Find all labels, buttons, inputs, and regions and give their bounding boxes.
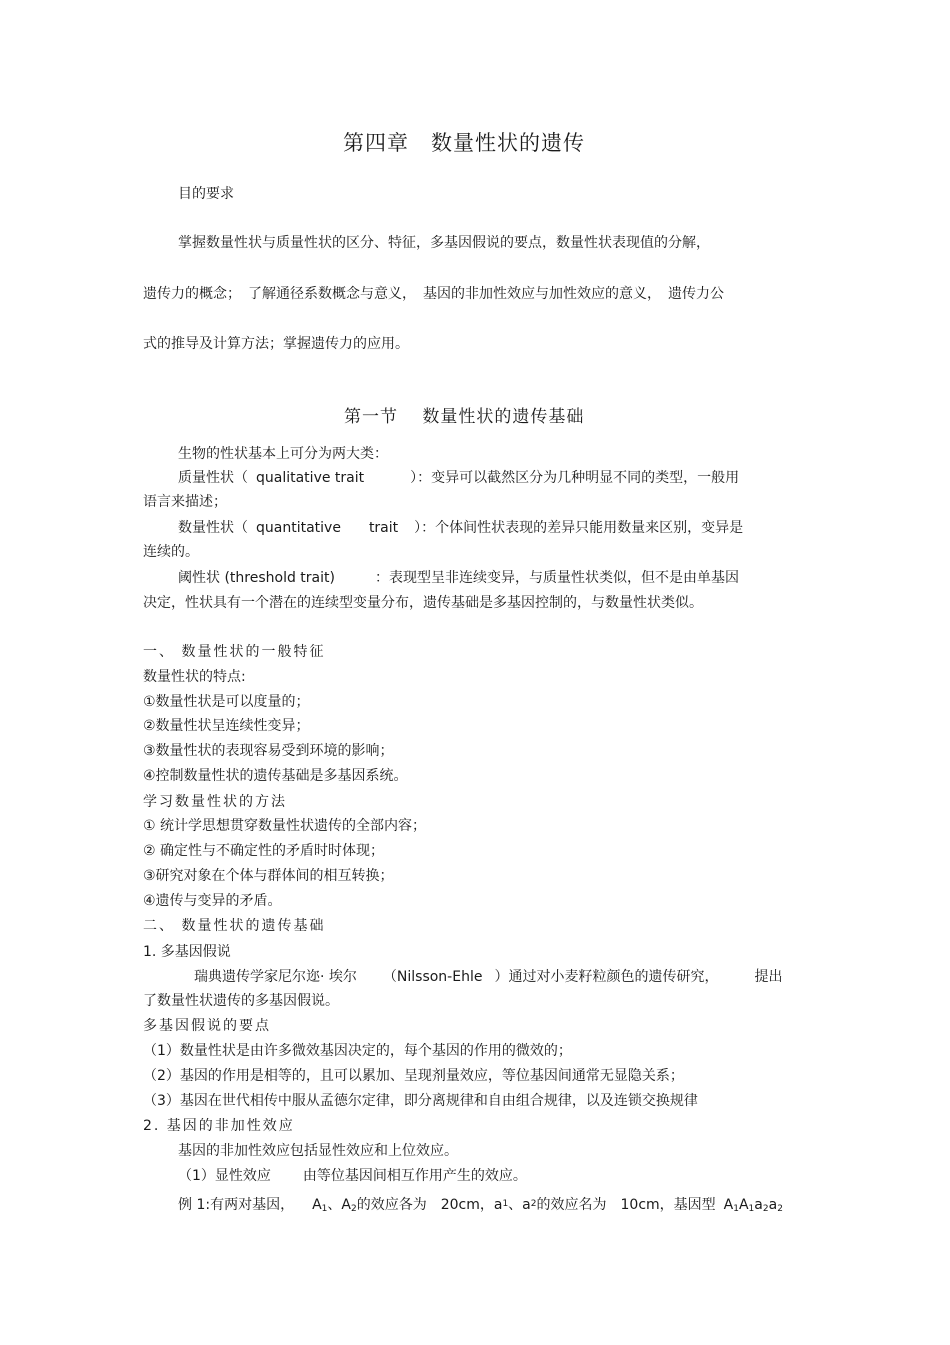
example-sub: 1 [321,1204,328,1214]
objectives-line-1: 掌握数量性状与质量性状的区分、特征，多基因假说的要点，数量性状表现值的分解， [178,235,710,251]
example-genotype-1: A [723,1197,734,1213]
nilsson-text-a: 瑞典遗传学家尼尔迩· 埃尔 [194,969,357,985]
example-text-f: 、a [508,1197,531,1213]
features-heading: 数量性状的特点: [143,669,246,685]
feature-item: ③数量性状的表现容易受到环境的影响； [143,743,394,759]
example-sub: 1 [733,1204,739,1214]
example-sub: 2 [777,1204,783,1214]
part2-heading: 二、 数量性状的遗传基础 [143,918,326,934]
nilsson-name: （Nilsson-Ehle [382,969,483,985]
threshold-trait-line [178,568,739,588]
example-sub: 2 [350,1204,357,1214]
qualitative-trait-cont: 语言来描述； [143,494,227,510]
quantitative-english-1: quantitative [256,520,341,536]
dominance-description: 由等位基因间相互作用产生的效应。 [302,1168,527,1184]
dominance-line [178,1166,527,1186]
example-sub: 1 [748,1204,755,1214]
qualitative-trait-line [178,468,739,488]
method-item: ① 统计学思想贯穿数量性状遗传的全部内容； [143,818,426,834]
hypothesis-points-heading: 多基因假说的要点 [143,1018,271,1034]
polygene-subheading: 1. 多基因假说 [143,944,231,960]
section-intro: 生物的性状基本上可分为两大类： [178,446,388,462]
feature-item: ①数量性状是可以度量的； [143,694,310,710]
chapter-title: 第四章 数量性状的遗传 [343,131,585,155]
example-text-e: 20cm，a [440,1197,503,1213]
threshold-trait-cont: 决定，性状具有一个潜在的连续型变量分布，遗传基础是多基因控制的，与数量性状类似。 [143,595,703,611]
method-item: ④遗传与变异的矛盾。 [143,893,282,909]
feature-item: ④控制数量性状的遗传基础是多基因系统。 [143,768,408,784]
part1-heading: 一、 数量性状的一般特征 [143,644,326,660]
example-text-h: 10cm，基因型 [620,1197,716,1213]
example-genotype-4: a [768,1197,778,1213]
quantitative-trait-cont: 连续的。 [143,544,199,560]
quantitative-description: ）：个体间性状表现的差异只能用数量来区别，变异是 [414,520,744,536]
hypothesis-point: （1）数量性状是由许多微效基因决定的，每个基因的作用的微效的； [143,1043,572,1059]
nilsson-cont: 了数量性状遗传的多基因假说。 [143,993,339,1009]
dominance-label: （1）显性效应 [178,1168,271,1184]
methods-heading: 学习数量性状的方法 [143,794,287,810]
threshold-description: ：表现型呈非连续变异，与质量性状类似，但不是由单基因 [374,570,739,586]
objectives-line-3: 式的推导及计算方法；掌握遗传力的应用。 [143,336,409,352]
method-item: ② 确定性与不确定性的矛盾时时体现； [143,843,384,859]
nilsson-text-c: ）通过对小麦籽粒颜色的遗传研究， [494,969,719,985]
example-text-g: 的效应名为 [536,1197,607,1213]
qualitative-label: 质量性状（ [178,470,248,486]
qualitative-english: qualitative trait [256,470,365,486]
threshold-label: 阈性状 (threshold trait) [178,570,335,586]
example-text-a: 例 1:有两对基因， [178,1197,295,1213]
quantitative-english-2: trait [368,520,399,536]
objectives-heading: 目的要求 [178,186,234,202]
qualitative-description: ）：变异可以截然区分为几种明显不同的类型，一般用 [410,470,740,486]
nilsson-line [194,967,782,987]
quantitative-label: 数量性状（ [178,520,248,536]
nonadditive-intro: 基因的非加性效应包括显性效应和上位效应。 [178,1143,458,1159]
hypothesis-point: （2）基因的作用是相等的，且可以累加、呈现剂量效应，等位基因间通常无显隐关系； [143,1068,684,1084]
example-text-d: 的效应各为 [356,1197,427,1213]
feature-item: ②数量性状呈连续性变异； [143,718,310,734]
example-line [178,1194,783,1219]
quantitative-trait-line [178,518,743,538]
example-gene-a1: A [312,1197,322,1213]
method-item: ③研究对象在个体与群体间的相互转换； [143,868,394,884]
example-gene-a2: 、A [327,1197,351,1213]
objectives-line-2: 遗传力的概念； 了解通径系数概念与意义， 基因的非加性效应与加性效应的意义， 遗传力公 [143,286,724,302]
section-title: 第一节 数量性状的遗传基础 [344,407,585,427]
example-sup: 2 [530,1199,537,1209]
example-genotype-3: a [754,1197,763,1213]
nonadditive-subheading: 2. 基因的非加性效应 [143,1118,295,1134]
example-genotype-2: A [738,1197,749,1213]
example-sup: 1 [502,1199,509,1209]
example-sub: 2 [762,1204,769,1214]
hypothesis-point: （3）基因在世代相传中服从孟德尔定律，即分离规律和自由组合规律，以及连锁交换规律 [143,1093,698,1109]
nilsson-text-d: 提出 [754,969,783,985]
